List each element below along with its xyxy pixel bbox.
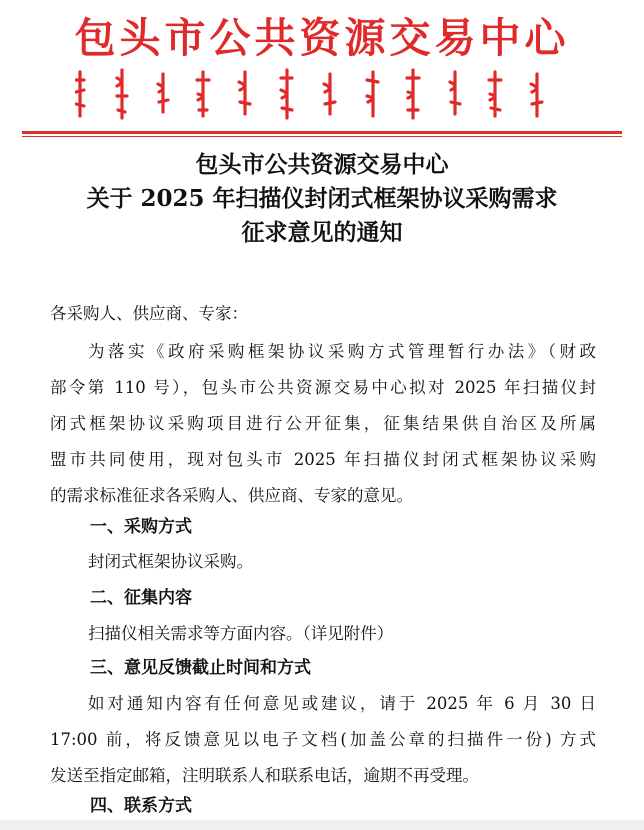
intro-line: 闭式框架协议采购项目进行公开征集，征集结果供自治区及所属 — [50, 414, 596, 433]
section-text: 如对通知内容有任何意见或建议，请于 2025 年 6 月 30 日 — [88, 694, 596, 713]
intro-line: 为落实《政府采购框架协议采购方式管理暂行办法》（财政 — [88, 342, 596, 361]
letterhead-org-name: 包头市公共资源交易中心 — [74, 14, 570, 62]
intro-line: 盟市共同使用，现对包头市 2025 年扫描仪封闭式框架协议采购 — [50, 450, 596, 469]
section-heading: 二、征集内容 — [90, 588, 192, 608]
letterhead-rule — [22, 131, 622, 134]
salutation: 各采购人、供应商、专家： — [50, 304, 248, 323]
section-heading: 一、采购方式 — [90, 517, 192, 537]
intro-line: 的需求标准征求各采购人、供应商、专家的意见。 — [50, 486, 413, 505]
section-heading: 三、意见反馈截止时间和方式 — [90, 658, 311, 678]
title-line-1: 包头市公共资源交易中心 — [195, 151, 449, 178]
section-text: 扫描仪相关需求等方面内容。（详见附件） — [88, 624, 394, 643]
letterhead-rule-thin — [22, 136, 622, 137]
letterhead-mongolian-script — [75, 66, 575, 124]
title-line-2: 关于 2025 年扫描仪封闭式框架协议采购需求 — [86, 185, 558, 212]
section-text: 17:00 前，将反馈意见以电子文档(加盖公章的扫描件一份) 方式 — [50, 730, 596, 749]
intro-line: 部令第 110 号），包头市公共资源交易中心拟对 2025 年扫描仪封 — [50, 378, 596, 397]
title-line-3: 征求意见的通知 — [241, 219, 403, 246]
document-title — [0, 148, 644, 250]
section-heading: 四、联系方式 — [90, 796, 192, 816]
section-text: 封闭式框架协议采购。 — [88, 552, 253, 571]
viewer-bottom-edge — [0, 820, 644, 830]
mongolian-script-graphic — [75, 66, 575, 124]
section-text: 发送至指定邮箱，注明联系人和联系电话，逾期不再受理。 — [50, 766, 479, 785]
